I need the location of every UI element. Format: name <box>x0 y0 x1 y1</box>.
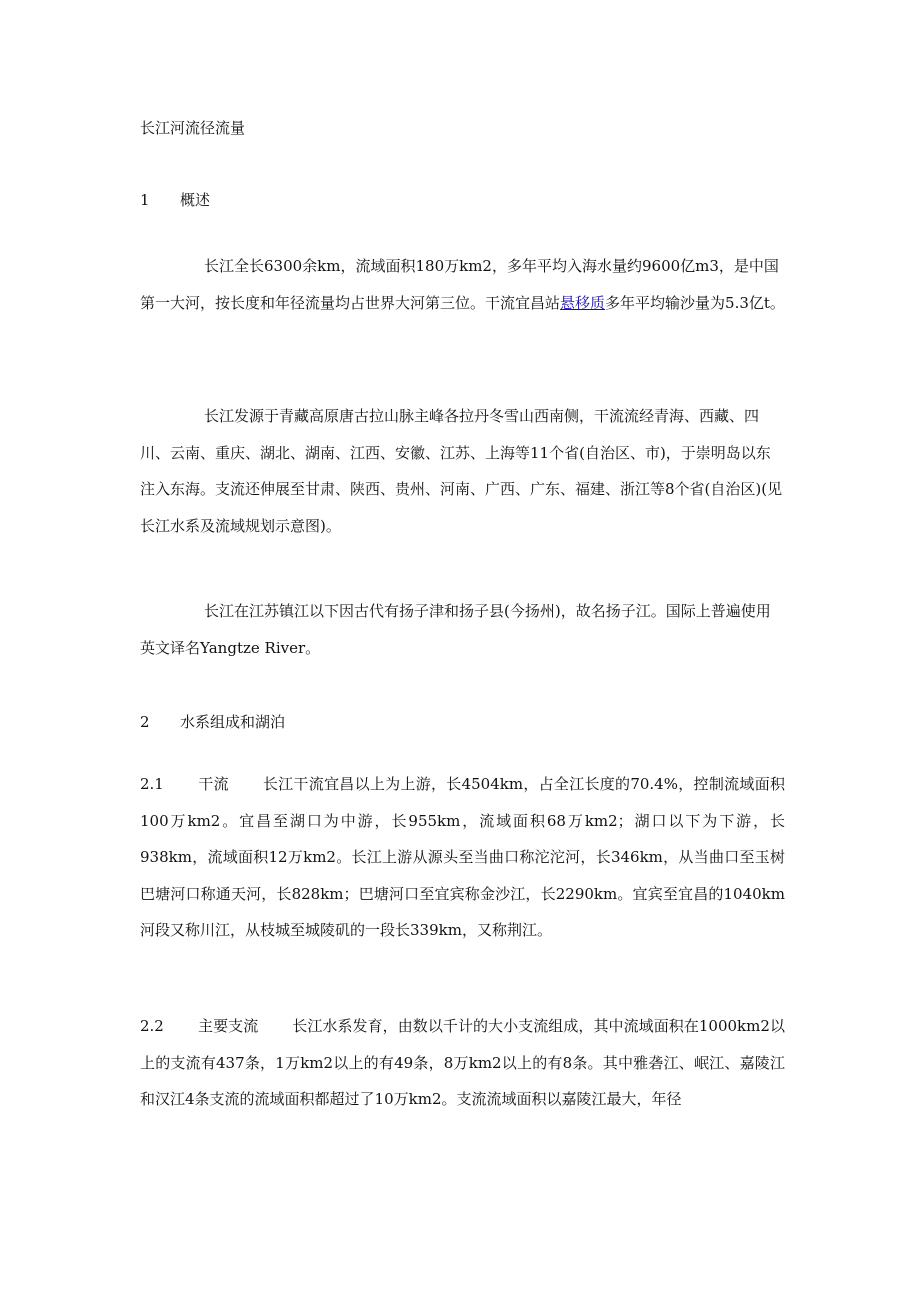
document-title: 长江河流径流量 <box>140 119 246 137</box>
section-title: 概述 <box>180 191 211 209</box>
paragraph-text: 多年平均输沙量为5.3亿t。 <box>605 293 785 312</box>
suspended-load-link[interactable]: 悬移质 <box>560 293 606 312</box>
subsection-number: 2.2 <box>140 1017 164 1035</box>
paragraph-text: 长江全长6300余km，流域面积180万km2，多年平均入海水量约9600亿m3，是中国第一大河，按长度和年径流量均占世界大河第三位。干流宜昌站 <box>140 257 779 312</box>
paragraph-overview-2: 长江发源于青藏高原唐古拉山脉主峰各拉丹冬雪山西南侧，干流流经青海、西藏、四川、云南、重庆、湖北、湖南、江西、安徽、江苏、上海等11个省(自治区、市)，于崇明岛以东注入东海。支流还伸展至甘肃、陕西、贵州、河南、广西、广东、福建、浙江等8个省(自治区)(见长江水系及流域规划示意图)。 <box>140 407 783 535</box>
section-number: 2 <box>140 713 150 731</box>
subsection-2-1 <box>140 766 785 949</box>
paragraph-overview-3: 长江在江苏镇江以下因古代有扬子津和扬子县(今扬州)，故名扬子江。国际上普遍使用英文译名Yangtze River。 <box>140 602 771 657</box>
subsection-number: 2.1 <box>140 775 164 793</box>
subsection-text: 长江水系发育，由数以千计的大小支流组成，其中流域面积在1000km2以上的支流有437条，1万km2以上的有49条，8万km2以上的有8条。其中雅砻江、岷江、嘉陵江和汉江4条支流的流域面积都超过了10万km2。支流流域面积以嘉陵江最大，年径 <box>140 1017 785 1108</box>
subsection-2-2 <box>140 1008 785 1118</box>
subsection-label: 主要支流 <box>198 1017 259 1035</box>
section-title: 水系组成和湖泊 <box>180 713 286 731</box>
subsection-label: 干流 <box>198 775 229 793</box>
paragraph-overview-1 <box>140 248 785 321</box>
section-number: 1 <box>140 191 150 209</box>
section-heading-1 <box>140 182 785 219</box>
section-heading-2 <box>140 704 785 741</box>
subsection-text: 长江干流宜昌以上为上游，长4504km，占全江长度的70.4%，控制流域面积100万km2。宜昌至湖口为中游，长955km，流域面积68万km2；湖口以下为下游，长938km，流域面积12万km2。长江上游从源头至当曲口称沱沱河，长346km，从当曲口至玉树巴塘河口称通天河，长828km；巴塘河口至宜宾称金沙江，长2290km。宜宾至宜昌的1040km河段又称川江，从枝城至城陵矶的一段长339km，又称荆江。 <box>140 775 785 939</box>
